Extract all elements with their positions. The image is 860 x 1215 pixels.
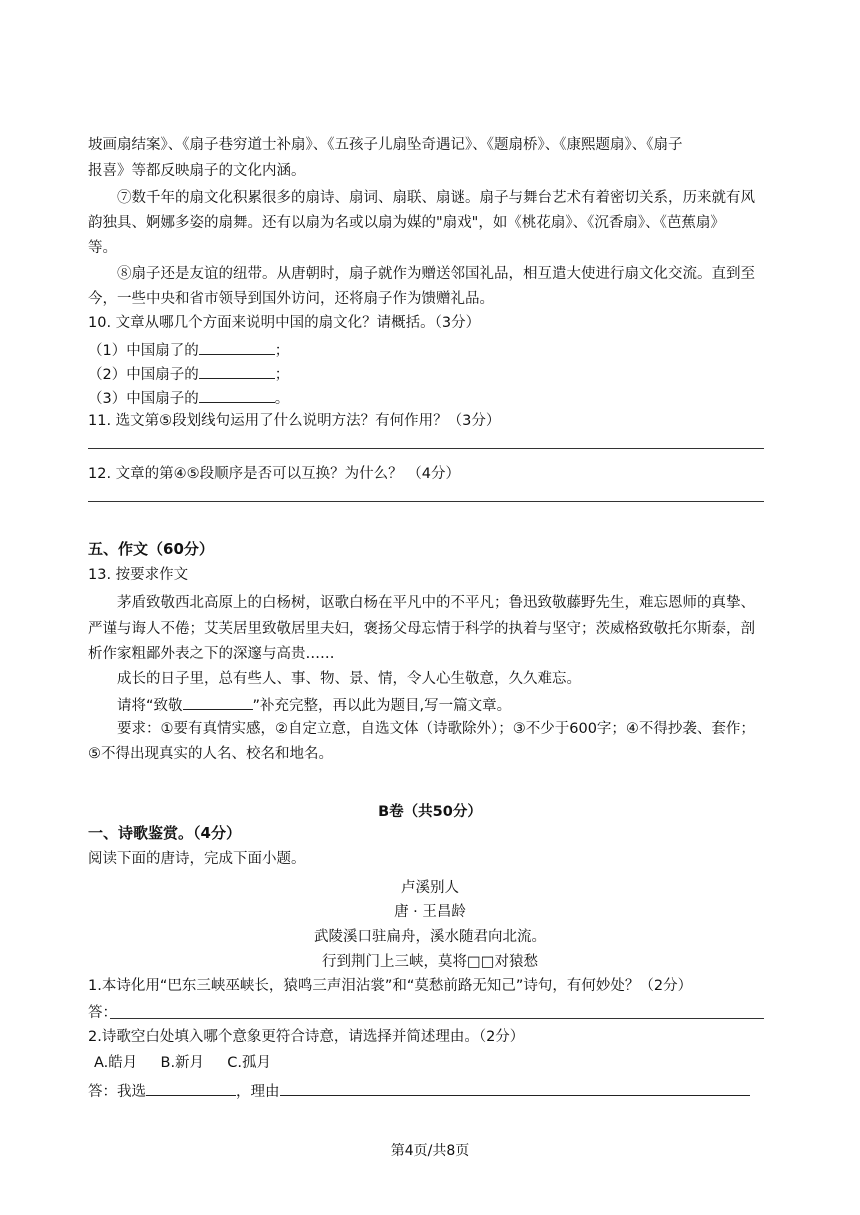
passage-line: 等。 [88, 240, 117, 256]
page-number: 第4页/共8页 [390, 1143, 470, 1159]
poetry-question-1: 1.本诗化用“巴东三峡巫峡长，猿鸣三声泪沾裳”和“莫愁前路无知己”诗句，有何妙处？（2分） [88, 978, 693, 994]
answer-blank[interactable] [199, 388, 275, 403]
essay-prompt-line: 茅盾致敬西北高原上的白杨树，讴歌白杨在平凡中的不平凡；鲁迅致敬藤野先生，难忘恩师的真挚、 [117, 595, 755, 611]
answer-prompt: （2）中国扇子的 [88, 367, 199, 383]
reason-blank[interactable] [280, 1081, 750, 1096]
instruction-text: ”补充完整，再以此为题目,写一篇文章。 [252, 698, 512, 714]
passage-paragraph-8: ⑧扇子还是友谊的纽带。从唐朝时，扇子就作为赠送邻国礼品，相互遣大使进行扇文化交流。直到至 [117, 266, 755, 282]
passage-line: 今，一些中央和省市领导到国外访问，还将扇子作为馈赠礼品。 [88, 291, 494, 307]
poem-line: 行到荆门上三峡，莫将□□对猿愁 [322, 954, 538, 970]
answer-line-10-3 [88, 388, 289, 408]
answer-rule[interactable] [88, 501, 764, 502]
option-list [94, 1054, 271, 1072]
question-12: 12. 文章的第④⑤段顺序是否可以互换？为什么？ （4分） [88, 466, 460, 482]
essay-requirements: ⑤不得出现真实的人名、校名和地名。 [88, 746, 333, 762]
answer-blank[interactable] [199, 340, 275, 355]
answer-blank[interactable] [199, 364, 275, 379]
answer-line-choice [88, 1081, 750, 1101]
option-a[interactable]: A.皓月 [94, 1055, 138, 1071]
essay-prompt-line: 成长的日子里，总有些人、事、物、景、情，令人心生敬意，久久难忘。 [117, 671, 581, 687]
punctuation: ； [274, 343, 290, 359]
poetry-intro: 阅读下面的唐诗，完成下面小题。 [88, 851, 306, 867]
option-b[interactable]: B.新月 [160, 1055, 205, 1071]
poem-author: 唐 · 王昌龄 [394, 904, 466, 920]
answer-prompt: （3）中国扇子的 [88, 391, 199, 407]
poem-title: 卢溪别人 [401, 880, 459, 896]
punctuation: ； [274, 367, 290, 383]
answer-label: 答： [88, 1005, 117, 1021]
title-blank[interactable] [183, 695, 253, 710]
answer-prompt: 答：我选 [88, 1084, 146, 1100]
essay-prompt-line: 严谨与诲人不倦；艾芙居里致敬居里夫妇，褒扬父母忘情于科学的执着与坚守；茨威格致敬托尔斯泰，剖 [88, 621, 755, 637]
answer-rule[interactable] [110, 1018, 764, 1019]
passage-line: 报喜》等都反映扇子的文化内涵。 [88, 163, 306, 179]
answer-line-10-2 [88, 364, 289, 384]
essay-title-instruction [117, 695, 511, 715]
answer-rule[interactable] [88, 448, 764, 449]
passage-paragraph-7: ⑦数千年的扇文化积累很多的扇诗、扇词、扇联、扇谜。扇子与舞台艺术有着密切关系，历来就有风 [117, 190, 755, 206]
poetry-section-title: 一、诗歌鉴赏。（4分） [88, 824, 241, 842]
question-10: 10. 文章从哪几个方面来说明中国的扇文化？请概括。（3分） [88, 315, 481, 331]
section-b-title: B卷（共50分） [378, 804, 482, 820]
choice-blank[interactable] [146, 1081, 236, 1096]
essay-prompt-line: 析作家粗鄙外表之下的深邃与高贵…… [88, 646, 335, 662]
passage-line: 坡画扇结案》、《扇子巷穷道士补扇》、《五孩子儿扇坠奇遇记》、《题扇桥》、《康熙题扇》、《扇子 [88, 137, 683, 153]
question-13: 13. 按要求作文 [88, 567, 189, 583]
answer-prompt: ，理由 [236, 1084, 280, 1100]
punctuation: 。 [274, 391, 290, 407]
answer-line-10-1 [88, 340, 289, 360]
question-11: 11. 选文第⑤段划线句运用了什么说明方法？有何作用？（3分） [88, 413, 501, 429]
instruction-text: 请将“致敬 [117, 698, 183, 714]
passage-line: 韵独具、婀娜多姿的扇舞。还有以扇为名或以扇为媒的"扇戏"，如《桃花扇》、《沉香扇》、《芭蕉扇》 [88, 215, 725, 231]
section-title-essay: 五、作文（60分） [88, 540, 214, 558]
poem-line: 武陵溪口驻扁舟，溪水随君向北流。 [314, 929, 546, 945]
essay-requirements: 要求：①要有真情实感，②自定立意，自选文体（诗歌除外）；③不少于600字；④不得抄袭、套作； [117, 721, 755, 737]
poetry-question-2: 2.诗歌空白处填入哪个意象更符合诗意，请选择并简述理由。（2分） [88, 1029, 525, 1045]
option-c[interactable]: C.孤月 [227, 1055, 272, 1071]
answer-prompt: （1）中国扇了的 [88, 343, 199, 359]
